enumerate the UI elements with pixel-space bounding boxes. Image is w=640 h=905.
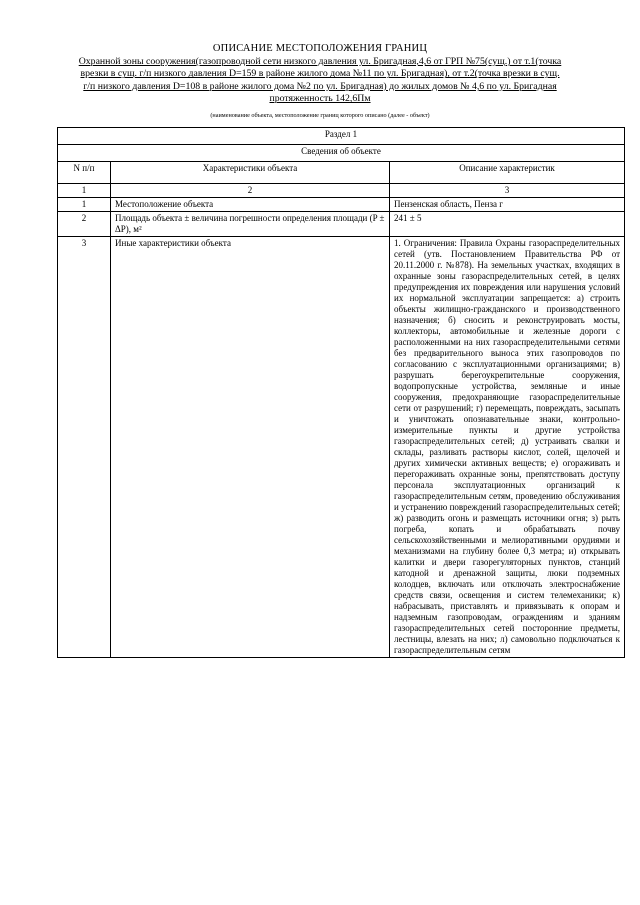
table-header-row	[58, 162, 625, 184]
row-characteristic: Площадь объекта ± величина погрешности определения площади (P ± ΔP), м²	[111, 212, 390, 237]
section-title: Раздел 1	[58, 128, 625, 145]
section-subtitle-row	[58, 145, 625, 162]
section-subtitle: Сведения об объекте	[58, 145, 625, 162]
header-number: N п/п	[58, 162, 111, 184]
column-number: 1	[58, 184, 111, 198]
column-number: 3	[390, 184, 625, 198]
table-row	[58, 198, 625, 212]
header-description: Описание характеристик	[390, 162, 625, 184]
document-title: ОПИСАНИЕ МЕСТОПОЛОЖЕНИЯ ГРАНИЦ	[212, 43, 428, 54]
header-characteristic: Характеристики объекта	[111, 162, 390, 184]
row-description: Пензенская область, Пенза г	[390, 198, 625, 212]
object-info-table	[57, 127, 625, 658]
row-number: 2	[58, 212, 111, 237]
row-description: 241 ± 5	[390, 212, 625, 237]
row-characteristic: Местоположение объекта	[111, 198, 390, 212]
row-description: 1. Ограничения: Правила Охраны газораспределительных сетей (утв. Постановлением Правительства РФ от 20.11.2000 г. №878). На земельных участках, входящих в охранные зоны газораспределительных сетей, в целях предупреждения их повреждения или нарушения условий их нормальной эксплуатации запрещается: а) строить объекты жилищно-гражданского и производственного назначения; б) сносить и реконструировать мосты, коллекторы, автомобильные и железные дороги с расположенными на них газораспределительными сетями без предварительного выноса этих газопроводов по согласованию с эксплуатационными организациями; в) разрушать берегоукрепительные сооружения, водопропускные устройства, земляные и иные сооружения, предохраняющие газораспределительные сети от разрушений; г) перемещать, повреждать, засыпать и уничтожать опознавательные знаки, контрольно-измерительные пункты и другие устройства газораспределительных сетей; д) устраивать свалки и склады, разливать растворы кислот, солей, щелочей и других химически активных веществ; е) огораживать и перегораживать охранные зоны, препятствовать доступу персонала эксплуатационных организаций к газораспределительным сетям, проведению обслуживания и устранению повреждений газораспределительных сетей; ж) разводить огонь и размещать источники огня; з) рыть погреба, копать и обрабатывать почву сельскохозяйственными и мелиоративными орудиями и механизмами на глубину более 0,3 метра; и) открывать калитки и двери газорегуляторных пунктов, станций катодной и дренажной защиты, люки подземных колодцев, включать или отключать электроснабжение средств связи, освещения и систем телемеханики; к) набрасывать, приставлять и привязывать к опорам и надземным газопроводам, ограждениям и зданиям газораспределительных сетей посторонние предметы, лестницы, влезать на них; л) самовольно подключаться к газораспределительным сетям	[390, 237, 625, 658]
table-row	[58, 212, 625, 237]
subject-caption: (наименование объекта, местоположение границ которого описано (далее - объект)	[210, 112, 430, 119]
row-characteristic: Иные характеристики объекта	[111, 237, 390, 658]
column-number-row	[58, 184, 625, 198]
row-number: 1	[58, 198, 111, 212]
section-title-row	[58, 128, 625, 145]
object-subject: Охранной зоны сооружения(газопроводной сети низкого давления ул. Бригадная,4,6 от ГРП №75(сущ.) от т.1(точка врезки в сущ. г/п низкого давления D=159 в районе жилого дома №11 по ул. Бригадная), от т.2(точка врезки в сущ. г/п низкого давления D=108 в районе жилого дома №2 по ул. Бригадная) до жилых домов № 4,6 по ул. Бригадная протяженность 142,6Пм	[78, 56, 562, 105]
row-number: 3	[58, 237, 111, 658]
column-number: 2	[111, 184, 390, 198]
table-row	[58, 237, 625, 658]
